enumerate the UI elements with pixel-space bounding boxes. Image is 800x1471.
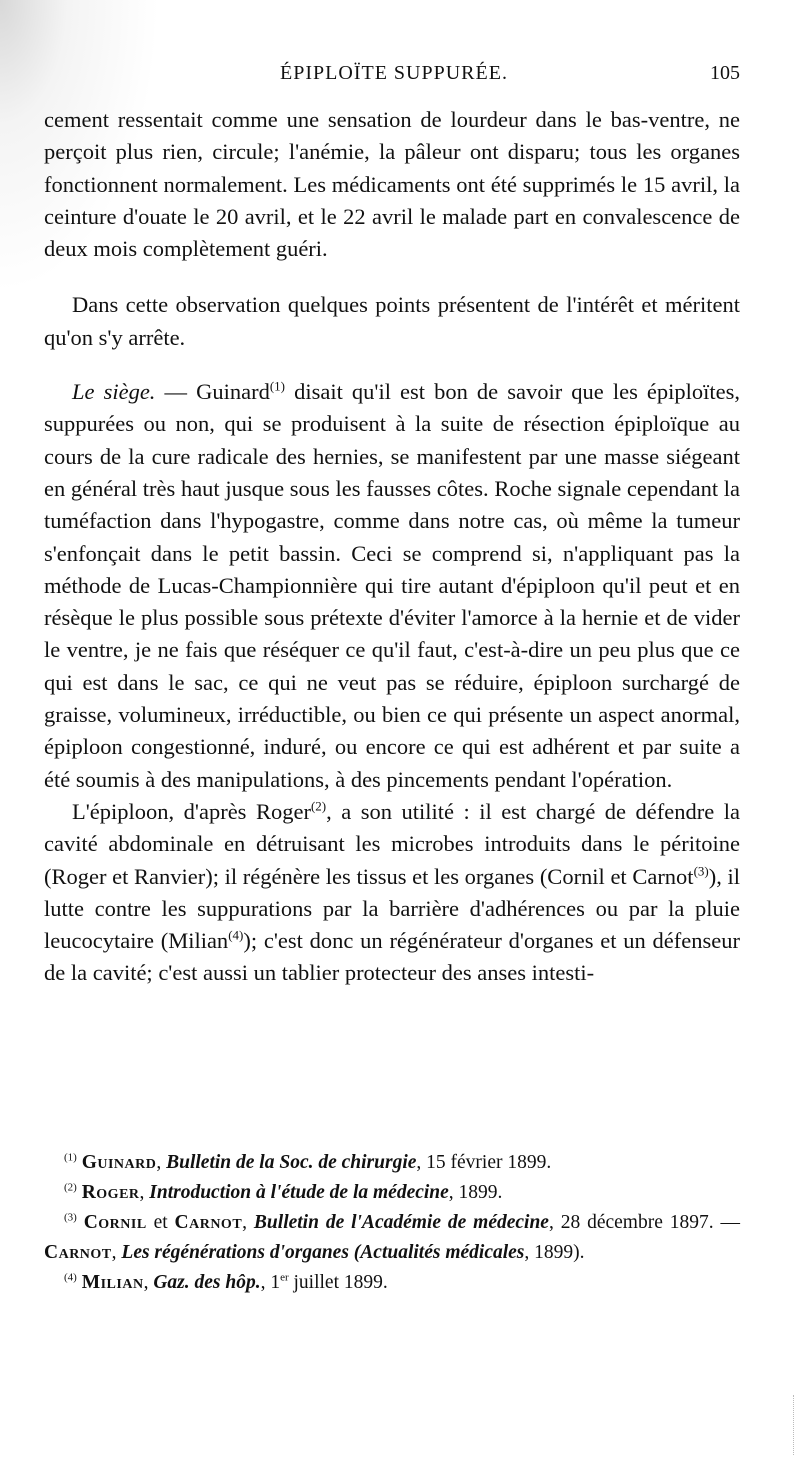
footnote-author: Milian xyxy=(81,1272,144,1293)
footnote-title: Bulletin de la Soc. de chirurgie xyxy=(166,1152,417,1173)
footnote-sep: , xyxy=(156,1152,167,1173)
paragraph-intro: Dans cette observation quelques points présentent de l'intérêt et méritent qu'on s'y arrête. xyxy=(44,292,740,350)
footnote-number: (3) xyxy=(64,1211,77,1224)
text-run: L'épiploon, d'après Roger xyxy=(72,798,311,824)
footnote-ref[interactable]: (1) xyxy=(269,378,285,394)
footnote-rest: , 15 février 1899. xyxy=(416,1152,552,1173)
text-run: , a son utilité : il est chargé de défendre la cavité abdominale en détruisant les microbes introduits dans le péritoine (Roger et Ranvier); il régénère les tissus et les organes (Cornil et Carnot xyxy=(44,798,740,889)
footnote-number: (1) xyxy=(64,1151,77,1164)
footnote-title: Les régénérations d'organes (Actualités médicales xyxy=(121,1242,525,1263)
footnote-rest: , 1 xyxy=(260,1272,281,1293)
footnote-author: Carnot xyxy=(44,1242,112,1263)
running-title: ÉPIPLOÏTE SUPPURÉE. xyxy=(280,62,508,84)
footnote-author: Roger xyxy=(81,1182,140,1203)
text-run: ), il lutte contre les suppurations par la barrière d'adhérences ou par la pluie leucocytaire (Milian xyxy=(44,863,740,954)
footnote-ref[interactable]: (2) xyxy=(310,798,327,814)
footnote-conj: et xyxy=(146,1212,175,1233)
ordinal-suffix: er xyxy=(280,1271,289,1284)
footnote-title: Introduction à l'étude de la médecine xyxy=(149,1182,449,1203)
footnote-title: Gaz. des hôp. xyxy=(153,1272,261,1293)
footnote-1 xyxy=(44,1148,740,1178)
footnote-rest: , 28 décembre 1897. — xyxy=(548,1212,740,1233)
section-lead: Le siège. xyxy=(72,379,156,405)
body-text xyxy=(44,104,740,990)
paragraph-siege xyxy=(44,376,740,796)
footnote-sep: , xyxy=(143,1272,154,1293)
text-run: disait qu'il est bon de savoir que les épiploïtes, suppurées ou non, qui se produisent à la suite de résection épiploïque au cours de la cure radicale des hernies, se manifestent par une masse siégeant en général très haut jusque sous les fausses côtes. Roche signale cependant la tuméfaction dans l'hypogastre, comme dans notre cas, où même la tumeur s'enfonçait dans le petit bassin. Ceci se comprend si, n'appliquant pas la méthode de Lucas-Championnière qui tire autant d'épiploon qu'il peut et en résèque le plus possible sous prétexte d'éviter l'amorce à la hernie et de vider le ventre, je ne fais que réséquer ce qu'il faut, c'est-à-dire un peu plus que ce qui est dans le sac, ce qui ne veut pas se réduire, épiploon surchargé de graisse, volumineux, irréductible, ou bien ce qui présente un aspect anormal, épiploon congestionné, induré, ou encore ce qui est adhérent et par suite a été soumis à des manipulations, à des pincements pendant l'opération. xyxy=(44,379,741,792)
footnotes xyxy=(44,1148,740,1298)
footnote-number: (4) xyxy=(64,1271,77,1284)
footnote-ref[interactable]: (3) xyxy=(693,863,709,879)
footnote-number: (2) xyxy=(64,1181,77,1194)
footnote-rest: juillet 1899. xyxy=(288,1272,388,1293)
paragraph-epiploon xyxy=(44,796,740,990)
footnote-author: Carnot xyxy=(174,1212,243,1233)
footnote-sep: , xyxy=(111,1242,122,1263)
footnote-sep: , xyxy=(139,1182,150,1203)
page-header xyxy=(44,62,744,90)
page-edge-mark xyxy=(781,1395,794,1455)
footnote-2 xyxy=(44,1178,740,1208)
footnote-ref[interactable]: (4) xyxy=(228,927,244,943)
paragraph-continued: cement ressentait comme une sensation de lourdeur dans le bas-ventre, ne perçoit plus rien, circule; l'anémie, la pâleur ont disparu; tous les organes fonctionnent normalement. Les médicaments ont été supprimés le 15 avril, la ceinture d'ouate le 20 avril, et le 22 avril le malade part en convalescence de deux mois complètement guéri. xyxy=(44,107,740,262)
footnote-3 xyxy=(44,1208,740,1268)
footnote-sep: , xyxy=(242,1212,254,1233)
footnote-rest: , 1899. xyxy=(448,1182,503,1203)
footnote-4 xyxy=(44,1268,740,1298)
footnote-title: Bulletin de l'Académie de médecine xyxy=(253,1212,549,1233)
footnote-author: Cornil xyxy=(83,1212,147,1233)
page-number: 105 xyxy=(710,62,740,84)
text-run: — Guinard xyxy=(155,379,270,405)
footnote-author: Guinard xyxy=(81,1152,157,1173)
footnote-rest: , 1899). xyxy=(524,1242,585,1263)
text-run: ); c'est donc un régénérateur d'organes et un défenseur de la cavité; c'est aussi un tablier protecteur des anses intesti- xyxy=(44,928,740,986)
